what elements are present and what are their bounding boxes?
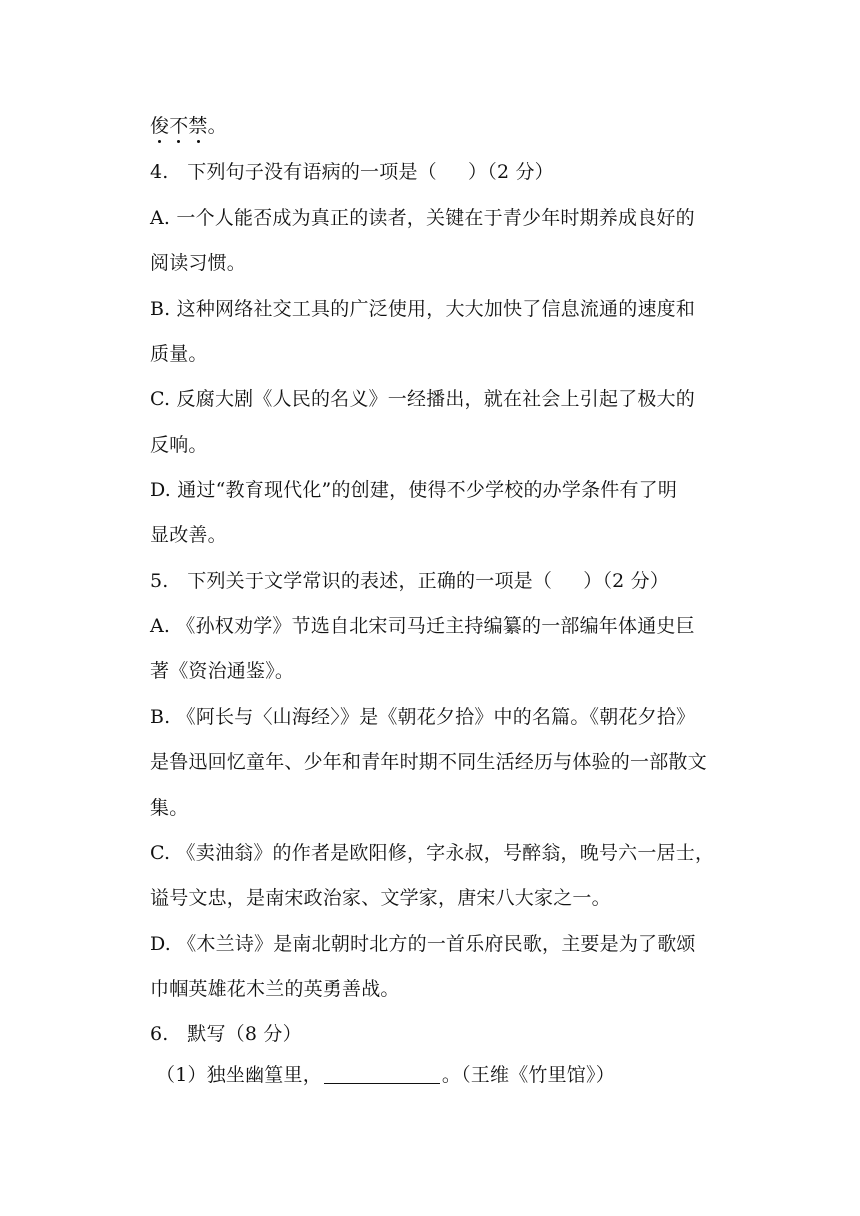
q5-option-d-line2: 巾帼英雄花木兰的英勇善战。 xyxy=(150,978,400,1000)
line-end: 。 xyxy=(207,115,227,137)
q6-item-1-suffix: 。（王维《竹里馆》） xyxy=(441,1064,615,1086)
q5-option-c-line1: C. 《卖油翁》的作者是欧阳修，字永叔，号醉翁，晚号六一居士， xyxy=(150,842,715,864)
q5-option-c-line2: 谥号文忠，是南宋政治家、文学家，唐宋八大家之一。 xyxy=(150,887,611,909)
q5-option-b-line2: 是鲁迅回忆童年、少年和青年时期不同生活经历与体验的一部散文 xyxy=(150,751,707,773)
q5-option-a-line1: A. 《孙权劝学》节选自北宋司马迁主持编纂的一部编年体通史巨 xyxy=(150,615,695,637)
q5-option-b-line3: 集。 xyxy=(150,797,189,819)
q4-option-c-line2: 反响。 xyxy=(150,434,208,456)
q4-option-d-line2: 显改善。 xyxy=(150,524,227,546)
question-4: 4. 下列句子没有语病的一项是（ ）（2 分） xyxy=(150,161,554,183)
emphasis-char: 不 xyxy=(169,115,189,137)
q4-option-c-line1: C. 反腐大剧《人民的名义》一经播出，就在社会上引起了极大的 xyxy=(150,388,695,410)
q5-option-a-line2: 著《资治通鉴》。 xyxy=(150,660,295,682)
q5-option-d-line1: D. 《木兰诗》是南北朝时北方的一首乐府民歌，主要是为了歌颂 xyxy=(150,933,696,955)
q6-item-1-prefix: （1）独坐幽篁里， xyxy=(156,1064,322,1086)
continued-line xyxy=(150,114,227,138)
emphasis-char: 俊 xyxy=(150,115,170,137)
q4-option-a-line1: A. 一个人能否成为真正的读者，关键在于青少年时期养成良好的 xyxy=(150,207,695,229)
q4-option-b-line2: 质量。 xyxy=(150,343,208,365)
q4-option-d-line1: D. 通过“教育现代化”的创建，使得不少学校的办学条件有了明 xyxy=(150,479,678,501)
answer-blank[interactable] xyxy=(324,1063,440,1084)
q4-option-b-line1: B. 这种网络社交工具的广泛使用，大大加快了信息流通的速度和 xyxy=(150,298,696,320)
q4-option-a-line2: 阅读习惯。 xyxy=(150,252,247,274)
q6-item-1 xyxy=(156,1063,615,1087)
q5-option-b-line1: B. 《阿长与〈山海经〉》是《朝花夕拾》中的名篇。《朝花夕拾》 xyxy=(150,706,696,728)
question-5: 5. 下列关于文学常识的表述，正确的一项是（ ）（2 分） xyxy=(150,570,670,592)
question-6: 6. 默写（8 分） xyxy=(150,1023,302,1045)
emphasis-char: 禁 xyxy=(188,115,208,137)
